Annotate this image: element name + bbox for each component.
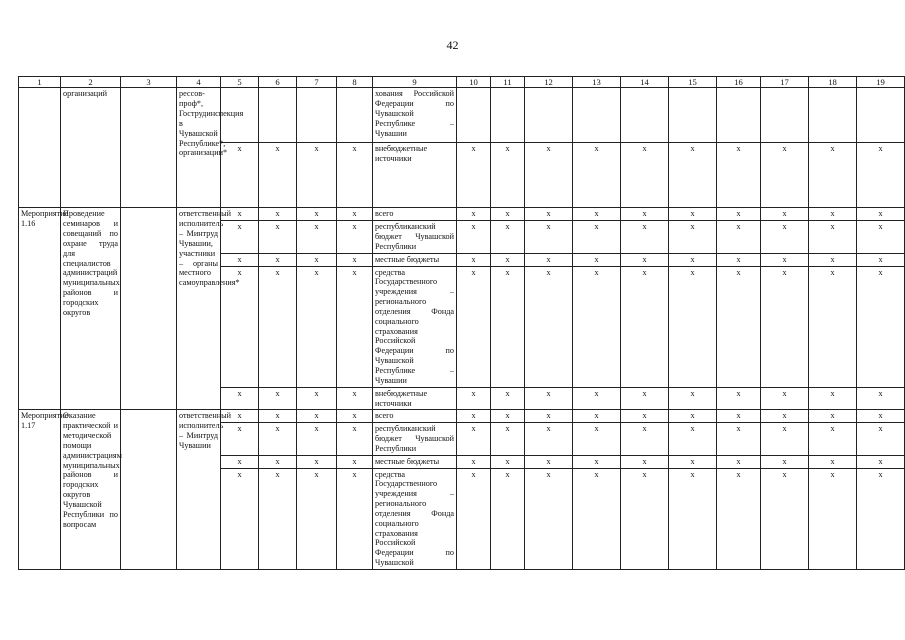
x-mark: x: [491, 387, 525, 410]
x-mark: x: [525, 387, 573, 410]
x-mark: x: [457, 253, 491, 266]
x-mark: x: [857, 410, 905, 423]
empty-cell: [491, 88, 525, 143]
x-mark: x: [457, 266, 491, 387]
x-mark: x: [669, 468, 717, 569]
m117-executor: ответственный исполнитель – Минтруд Чувашии: [177, 410, 221, 570]
x-mark: x: [525, 208, 573, 221]
x-mark: x: [457, 455, 491, 468]
table-row: [19, 208, 905, 221]
empty-cell: [717, 88, 761, 143]
column-header: 9: [373, 77, 457, 88]
empty-cell: [809, 88, 857, 143]
x-mark: x: [337, 221, 373, 254]
x-mark: x: [259, 143, 297, 208]
x-mark: x: [573, 253, 621, 266]
x-mark: x: [259, 208, 297, 221]
x-mark: x: [761, 221, 809, 254]
x-mark: x: [221, 221, 259, 254]
x-mark: x: [857, 423, 905, 456]
x-mark: x: [491, 266, 525, 387]
x-mark: x: [857, 266, 905, 387]
x-mark: x: [573, 423, 621, 456]
x-mark: x: [857, 387, 905, 410]
empty-cell: [457, 88, 491, 143]
x-mark: x: [809, 253, 857, 266]
m117-name: Оказание практической и методической помощи администрациям муниципальных районов и городских округов Чувашской Республики по вопросам: [61, 410, 121, 570]
x-mark: x: [809, 143, 857, 208]
x-mark: x: [525, 266, 573, 387]
x-mark: x: [573, 387, 621, 410]
x-mark: x: [221, 455, 259, 468]
x-mark: x: [337, 266, 373, 387]
x-mark: x: [621, 266, 669, 387]
x-mark: x: [809, 266, 857, 387]
x-mark: x: [761, 387, 809, 410]
empty-cell: [525, 88, 573, 143]
x-mark: x: [525, 143, 573, 208]
x-mark: x: [221, 266, 259, 387]
column-header: 10: [457, 77, 491, 88]
x-mark: x: [717, 423, 761, 456]
empty-cell: [857, 88, 905, 143]
x-mark: x: [297, 423, 337, 456]
cont-source: хования Российской Федерации по Чувашской Республике – Чувашии: [373, 88, 457, 143]
x-mark: x: [491, 423, 525, 456]
x-mark: x: [809, 468, 857, 569]
column-header: 15: [669, 77, 717, 88]
x-mark: x: [297, 143, 337, 208]
x-mark: x: [717, 387, 761, 410]
x-mark: x: [525, 468, 573, 569]
x-mark: x: [491, 253, 525, 266]
x-mark: x: [525, 253, 573, 266]
x-mark: x: [491, 455, 525, 468]
cont-col1: [19, 88, 61, 208]
source-label: внебюджетные источники: [373, 387, 457, 410]
m117-label: Мероприятие 1.17: [19, 410, 61, 570]
x-mark: x: [259, 410, 297, 423]
x-mark: x: [809, 221, 857, 254]
x-mark: x: [717, 410, 761, 423]
x-mark: x: [857, 143, 905, 208]
x-mark: x: [669, 208, 717, 221]
x-mark: x: [621, 455, 669, 468]
empty-cell: [621, 88, 669, 143]
x-mark: x: [297, 266, 337, 387]
x-mark: x: [621, 423, 669, 456]
x-mark: x: [573, 143, 621, 208]
empty-cell: [297, 88, 337, 143]
x-mark: x: [761, 208, 809, 221]
x-mark: x: [761, 468, 809, 569]
x-mark: x: [337, 423, 373, 456]
m117-col3: [121, 410, 177, 570]
source-label: средства Государственного учреждения – регионального отделения Фонда социального страхования Российской Федерации по Чувашской: [373, 468, 457, 569]
x-mark: x: [457, 143, 491, 208]
x-mark: x: [573, 221, 621, 254]
column-header: 17: [761, 77, 809, 88]
x-mark: x: [297, 455, 337, 468]
x-mark: x: [221, 387, 259, 410]
x-mark: x: [857, 221, 905, 254]
x-mark: x: [297, 468, 337, 569]
column-header: 12: [525, 77, 573, 88]
x-mark: x: [761, 253, 809, 266]
x-mark: x: [761, 266, 809, 387]
x-mark: x: [491, 468, 525, 569]
x-mark: x: [809, 455, 857, 468]
m116-label: Мероприятие 1.16: [19, 208, 61, 410]
x-mark: x: [809, 208, 857, 221]
x-mark: x: [621, 253, 669, 266]
column-header: 6: [259, 77, 297, 88]
x-mark: x: [337, 468, 373, 569]
empty-cell: [337, 88, 373, 143]
x-mark: x: [457, 208, 491, 221]
x-mark: x: [717, 208, 761, 221]
x-mark: x: [717, 143, 761, 208]
x-mark: x: [809, 387, 857, 410]
column-header: 13: [573, 77, 621, 88]
column-header: 8: [337, 77, 373, 88]
x-mark: x: [259, 253, 297, 266]
program-table: [18, 76, 905, 570]
x-mark: x: [525, 455, 573, 468]
x-mark: x: [525, 221, 573, 254]
x-mark: x: [221, 423, 259, 456]
cont-name: организаций: [61, 88, 121, 208]
x-mark: x: [573, 468, 621, 569]
cont-executor: рессов-проф*, Гострудинспекция в Чувашской Республике*, организации*: [177, 88, 221, 208]
source-label: республиканский бюджет Чувашской Республики: [373, 221, 457, 254]
x-mark: x: [717, 468, 761, 569]
x-mark: x: [669, 266, 717, 387]
x-mark: x: [717, 455, 761, 468]
source-label: местные бюджеты: [373, 253, 457, 266]
x-mark: x: [669, 423, 717, 456]
x-mark: x: [809, 423, 857, 456]
x-mark: x: [857, 253, 905, 266]
column-header: 14: [621, 77, 669, 88]
x-mark: x: [491, 143, 525, 208]
x-mark: x: [259, 221, 297, 254]
x-mark: x: [857, 455, 905, 468]
source-label: местные бюджеты: [373, 455, 457, 468]
x-mark: x: [337, 208, 373, 221]
x-mark: x: [297, 410, 337, 423]
empty-cell: [761, 88, 809, 143]
x-mark: x: [525, 423, 573, 456]
column-header: 2: [61, 77, 121, 88]
x-mark: x: [297, 221, 337, 254]
x-mark: x: [669, 143, 717, 208]
x-mark: x: [621, 221, 669, 254]
x-mark: x: [457, 387, 491, 410]
header-row: [19, 77, 905, 88]
x-mark: x: [491, 221, 525, 254]
x-mark: x: [857, 208, 905, 221]
x-mark: x: [809, 410, 857, 423]
x-mark: x: [669, 455, 717, 468]
cont-col3: [121, 88, 177, 208]
x-mark: x: [259, 468, 297, 569]
x-mark: x: [621, 387, 669, 410]
x-mark: x: [573, 208, 621, 221]
x-mark: x: [259, 266, 297, 387]
source-label: внебюджетные источники: [373, 143, 457, 208]
x-mark: x: [669, 387, 717, 410]
x-mark: x: [761, 410, 809, 423]
column-header: 3: [121, 77, 177, 88]
page-number: 42: [446, 38, 459, 52]
x-mark: x: [761, 455, 809, 468]
x-mark: x: [573, 410, 621, 423]
x-mark: x: [221, 253, 259, 266]
x-mark: x: [525, 410, 573, 423]
x-mark: x: [297, 253, 337, 266]
source-label: республиканский бюджет Чувашской Республики: [373, 423, 457, 456]
x-mark: x: [669, 221, 717, 254]
column-header: 4: [177, 77, 221, 88]
x-mark: x: [337, 253, 373, 266]
x-mark: x: [717, 221, 761, 254]
x-mark: x: [457, 468, 491, 569]
x-mark: x: [221, 208, 259, 221]
x-mark: x: [457, 423, 491, 456]
m116-name: Проведение семинаров и совещаний по охране труда для специалистов администраций муниципальных районов и городских округов: [61, 208, 121, 410]
column-header: 1: [19, 77, 61, 88]
x-mark: x: [457, 410, 491, 423]
source-label: всего: [373, 208, 457, 221]
column-header: 11: [491, 77, 525, 88]
x-mark: x: [297, 387, 337, 410]
source-label: всего: [373, 410, 457, 423]
x-mark: x: [259, 423, 297, 456]
x-mark: x: [259, 455, 297, 468]
x-mark: x: [337, 410, 373, 423]
column-header: 18: [809, 77, 857, 88]
x-mark: x: [717, 253, 761, 266]
x-mark: x: [221, 143, 259, 208]
column-header: 7: [297, 77, 337, 88]
m116-executor: ответственный исполнитель – Минтруд Чувашии, участники – органы местного самоуправления*: [177, 208, 221, 410]
x-mark: x: [573, 266, 621, 387]
x-mark: x: [717, 266, 761, 387]
column-header: 16: [717, 77, 761, 88]
x-mark: x: [621, 468, 669, 569]
x-mark: x: [621, 208, 669, 221]
x-mark: x: [669, 410, 717, 423]
table-row: [19, 88, 905, 143]
x-mark: x: [337, 143, 373, 208]
x-mark: x: [491, 410, 525, 423]
x-mark: x: [221, 468, 259, 569]
empty-cell: [669, 88, 717, 143]
x-mark: x: [491, 208, 525, 221]
x-mark: x: [761, 423, 809, 456]
column-header: 5: [221, 77, 259, 88]
x-mark: x: [621, 143, 669, 208]
empty-cell: [573, 88, 621, 143]
table-row: [19, 410, 905, 423]
source-label: средства Государственного учреждения – регионального отделения Фонда социального страхования Российской Федерации по Чувашской Республике – Чувашии: [373, 266, 457, 387]
x-mark: x: [297, 208, 337, 221]
x-mark: x: [621, 410, 669, 423]
x-mark: x: [669, 253, 717, 266]
x-mark: x: [573, 455, 621, 468]
column-header: 19: [857, 77, 905, 88]
x-mark: x: [259, 387, 297, 410]
m116-col3: [121, 208, 177, 410]
x-mark: x: [857, 468, 905, 569]
x-mark: x: [761, 143, 809, 208]
x-mark: x: [221, 410, 259, 423]
x-mark: x: [337, 455, 373, 468]
x-mark: x: [337, 387, 373, 410]
x-mark: x: [457, 221, 491, 254]
empty-cell: [259, 88, 297, 143]
